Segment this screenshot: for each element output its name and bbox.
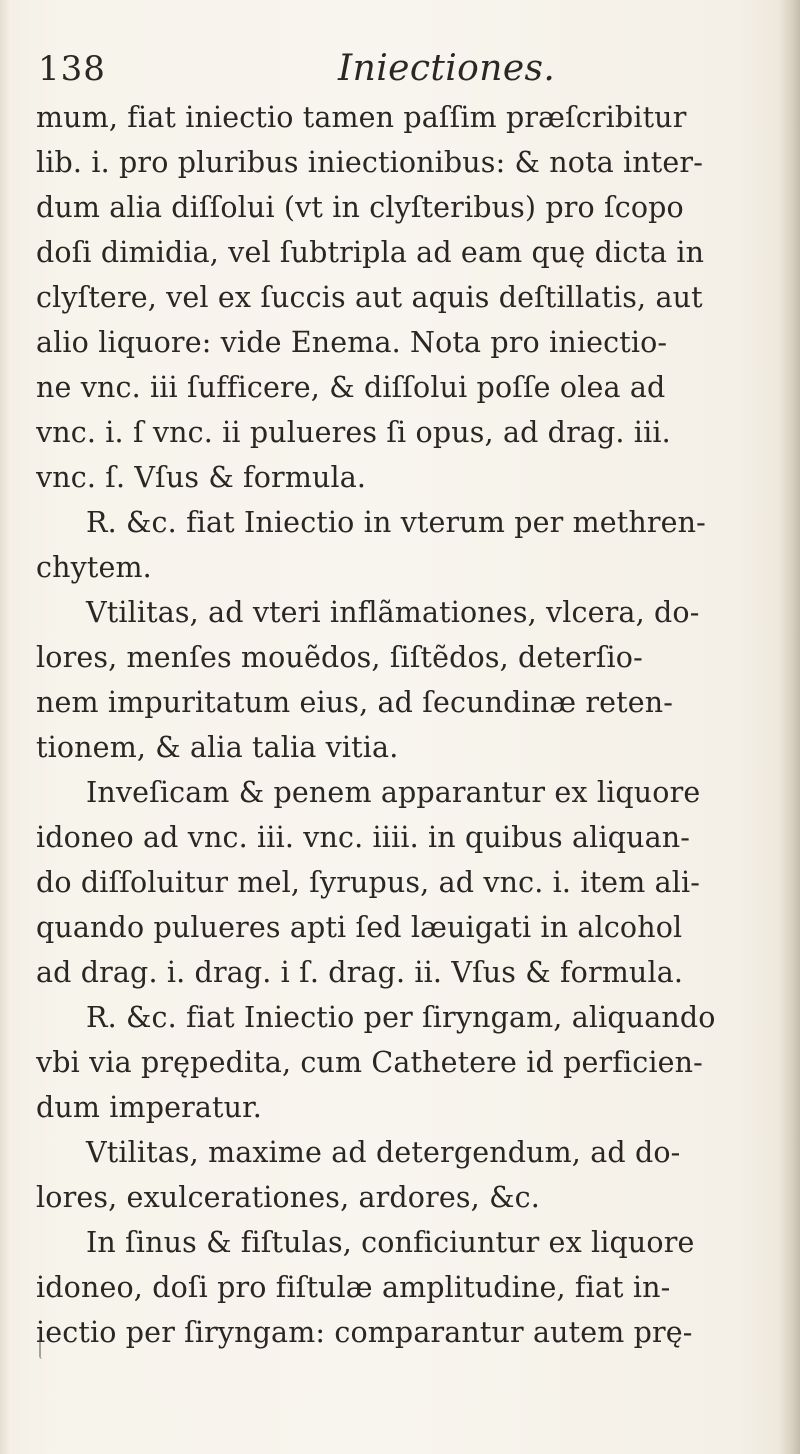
text-line: mum, fiat iniectio tamen paſſim præſcribitur xyxy=(36,101,687,134)
text-line: quando pulueres apti ſed læuigati in alcohol xyxy=(36,911,683,944)
text-line: dum alia diſſolui (vt in clyſteribus) pro ſcopo xyxy=(36,191,684,224)
text-line: Inveſicam & penem apparantur ex liquore xyxy=(86,776,701,809)
page-gutter-shadow xyxy=(778,0,800,1454)
body-text xyxy=(36,95,771,1355)
text-line: vnc. ſ. Vſus & formula. xyxy=(36,461,367,494)
text-line: iectio per ſiryngam: comparantur autem prę- xyxy=(36,1316,693,1349)
text-line: dum imperatur. xyxy=(36,1091,263,1124)
text-line: do diſſoluitur mel, ſyrupus, ad vnc. i. item ali- xyxy=(36,866,701,899)
text-line: ad drag. i. drag. i ſ. drag. ii. Vſus & formula. xyxy=(36,956,684,989)
text-line: R. &c. fiat Iniectio in vterum per methren- xyxy=(86,506,706,539)
text-line: clyſtere, vel ex ſuccis aut aquis deſtillatis, aut xyxy=(36,281,703,314)
text-line: lores, exulcerationes, ardores, &c. xyxy=(36,1181,540,1214)
stray-ink-mark xyxy=(39,1337,45,1359)
text-line: ne vnc. iii ſufficere, & diſſolui poſſe olea ad xyxy=(36,371,666,404)
text-line: vbi via prępedita, cum Cathetere id perficien- xyxy=(36,1046,703,1079)
text-line: chytem. xyxy=(36,551,152,584)
text-line: Vtilitas, ad vteri inflãmationes, vlcera, do- xyxy=(86,596,700,629)
text-line: idoneo, doſi pro fiſtulæ amplitudine, fiat in- xyxy=(36,1271,671,1304)
text-line: tionem, & alia talia vitia. xyxy=(36,731,399,764)
text-line: nem impuritatum eius, ad ſecundinæ reten- xyxy=(36,686,674,719)
text-line: idoneo ad vnc. iii. vnc. iiii. in quibus aliquan- xyxy=(36,821,691,854)
page-number: 138 xyxy=(38,49,106,89)
text-line: R. &c. fiat Iniectio per ſiryngam, aliquando xyxy=(86,1001,716,1034)
running-head: Iniectiones. xyxy=(338,48,556,89)
text-line: lib. i. pro pluribus iniectionibus: & nota inter- xyxy=(36,146,703,179)
page-left-edge-shadow xyxy=(0,0,10,1454)
text-line: lores, menſes mouẽdos, ſiſtẽdos, deterſio- xyxy=(36,641,643,674)
text-line: In ſinus & fiſtulas, conficiuntur ex liquore xyxy=(86,1226,695,1259)
text-line: alio liquore: vide Enema. Nota pro iniectio- xyxy=(36,326,668,359)
page-header xyxy=(38,43,768,95)
text-line: doſi dimidia, vel ſubtripla ad eam quę dicta in xyxy=(36,236,705,269)
text-line: vnc. i. ſ vnc. ii pulueres ſi opus, ad drag. iii. xyxy=(36,416,671,449)
text-line: Vtilitas, maxime ad detergendum, ad do- xyxy=(86,1136,681,1169)
